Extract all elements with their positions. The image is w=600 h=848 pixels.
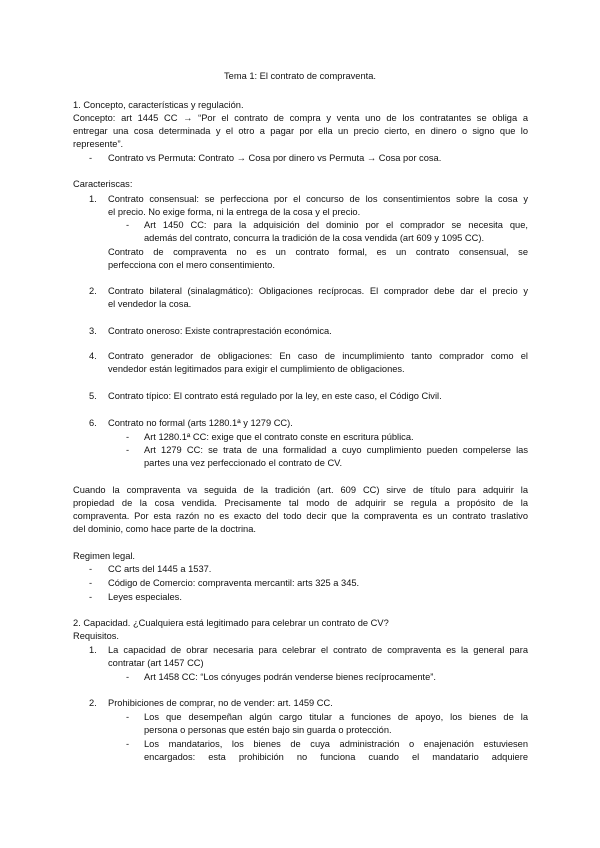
list-number: 6. — [89, 418, 97, 428]
list-number: 1. — [89, 645, 97, 655]
r2-sub-2-line-2: encargados: esta prohibición no funciona cuando el mandatario adquiere — [144, 752, 528, 762]
c4-line-2: vendedor están legitimados para exigir el cumplimiento de obligaciones. — [108, 364, 405, 374]
permuta-item: Contrato vs Permuta: Contrato → Cosa por dinero vs Permuta → Cosa por cosa. — [108, 153, 442, 163]
c6-sub-1: Art 1280.1ª CC: exige que el contrato conste en escritura pública. — [144, 432, 414, 442]
bullet-dash: - — [126, 712, 130, 722]
list-number: 2. — [89, 286, 97, 296]
r1-sub: Art 1458 CC: “Los cónyuges podrán venderse bienes recíprocamente”. — [144, 672, 436, 682]
c5-line: Contrato típico: El contrato está regulado por la ley, en este caso, el Código Civil. — [108, 391, 442, 401]
concepto-line-1: Concepto: art 1445 CC → “Por el contrato de compra y venta uno de los contratantes se obliga a — [73, 113, 528, 123]
regimen-item: Leyes especiales. — [108, 592, 182, 602]
regimen-heading: Regimen legal. — [73, 551, 136, 561]
c6-line: Contrato no formal (arts 1280.1ª y 1279 CC). — [108, 418, 293, 428]
regimen-item: Código de Comercio: compraventa mercantil: arts 325 a 345. — [108, 578, 360, 588]
c1-tail-line-2: perfecciona con el mero consentimiento. — [108, 260, 275, 270]
bullet-dash: - — [89, 564, 93, 574]
list-number: 4. — [89, 351, 97, 361]
list-number: 2. — [89, 698, 97, 708]
bullet-dash: - — [126, 445, 130, 455]
c1-line-1: Contrato consensual: se perfecciona por el concurso de los consentimientos sobre la cosa y — [108, 194, 528, 204]
section-2-heading: 2. Capacidad. ¿Cualquiera está legitimado para celebrar un contrato de CV? — [73, 618, 389, 628]
list-number: 5. — [89, 391, 97, 401]
bullet-dash: - — [89, 578, 93, 588]
r2-sub-1-line-2: persona o personas que estén bajo sin guarda o protección. — [144, 725, 392, 735]
r2-line: Prohibiciones de comprar, no de vender: art. 1459 CC. — [108, 698, 333, 708]
c1-line-2: el precio. No exige forma, ni la entrega de la cosa y el precio. — [108, 207, 361, 217]
r1-line-1: La capacidad de obrar necesaria para celebrar el contrato de compraventa es la general para — [108, 645, 528, 655]
paragraph-line-2: propiedad de la cosa vendida. Precisamente tal modo de adquirir se regula a propósito de la — [73, 498, 528, 508]
document-title: Tema 1: El contrato de compraventa. — [224, 71, 376, 81]
c2-line-2: el vendedor la cosa. — [108, 299, 192, 309]
c1-tail-line-1: Contrato de compraventa no es un contrato formal, es un contrato consensual, se — [108, 247, 528, 257]
c3-line: Contrato oneroso: Existe contraprestación económica. — [108, 326, 332, 336]
bullet-dash: - — [126, 220, 130, 230]
r2-sub-2-line-1: Los mandatarios, los bienes de cuya administración o enajenación estuviesen — [144, 739, 528, 749]
c6-sub-2-line-2: partes una vez perfeccionado el contrato de CV. — [144, 458, 343, 468]
list-number: 3. — [89, 326, 97, 336]
section-1-heading: 1. Concepto, características y regulación. — [73, 100, 244, 110]
paragraph-line-4: del dominio, como hace parte de la doctrina. — [73, 524, 256, 534]
requisitos-heading: Requisitos. — [73, 631, 119, 641]
c1-sub-line-1: Art 1450 CC: para la adquisición del dominio por el comprador se necesita que, — [144, 220, 528, 230]
concepto-line-3: represente”. — [73, 139, 124, 149]
c1-sub-line-2: además del contrato, concurra la tradición de la cosa vendida (art 609 y 1095 CC). — [144, 233, 485, 243]
bullet-dash: - — [126, 432, 130, 442]
bullet-dash: - — [89, 592, 93, 602]
c2-line-1: Contrato bilateral (sinalagmático): Obligaciones recíprocas. El comprador debe dar el precio y — [108, 286, 528, 296]
paragraph-line-1: Cuando la compraventa va seguida de la tradición (art. 609 CC) sirve de título para adquirir la — [73, 485, 528, 495]
regimen-item: CC arts del 1445 a 1537. — [108, 564, 212, 574]
paragraph-line-3: compraventa. Por esta razón no es exacto del todo decir que la compraventa es un contrato traslativo — [73, 511, 528, 521]
bullet-dash: - — [126, 739, 130, 749]
concepto-line-2: entregar una cosa determinada y el otro a pagar por ella un precio cierto, en dinero o signo que lo — [73, 126, 528, 136]
c6-sub-2-line-1: Art 1279 CC: se trata de una formalidad a cuyo cumplimiento pueden compelerse las — [144, 445, 528, 455]
r2-sub-1-line-1: Los que desempeñan algún cargo titular a funciones de apoyo, los bienes de la — [144, 712, 528, 722]
caracteristicas-heading: Caracteriscas: — [73, 179, 133, 189]
list-number: 1. — [89, 194, 97, 204]
bullet-dash: - — [89, 153, 93, 163]
c4-line-1: Contrato generador de obligaciones: En caso de incumplimiento tanto comprador como el — [108, 351, 528, 361]
bullet-dash: - — [126, 672, 130, 682]
r1-line-2: contratar (art 1457 CC) — [108, 658, 204, 668]
